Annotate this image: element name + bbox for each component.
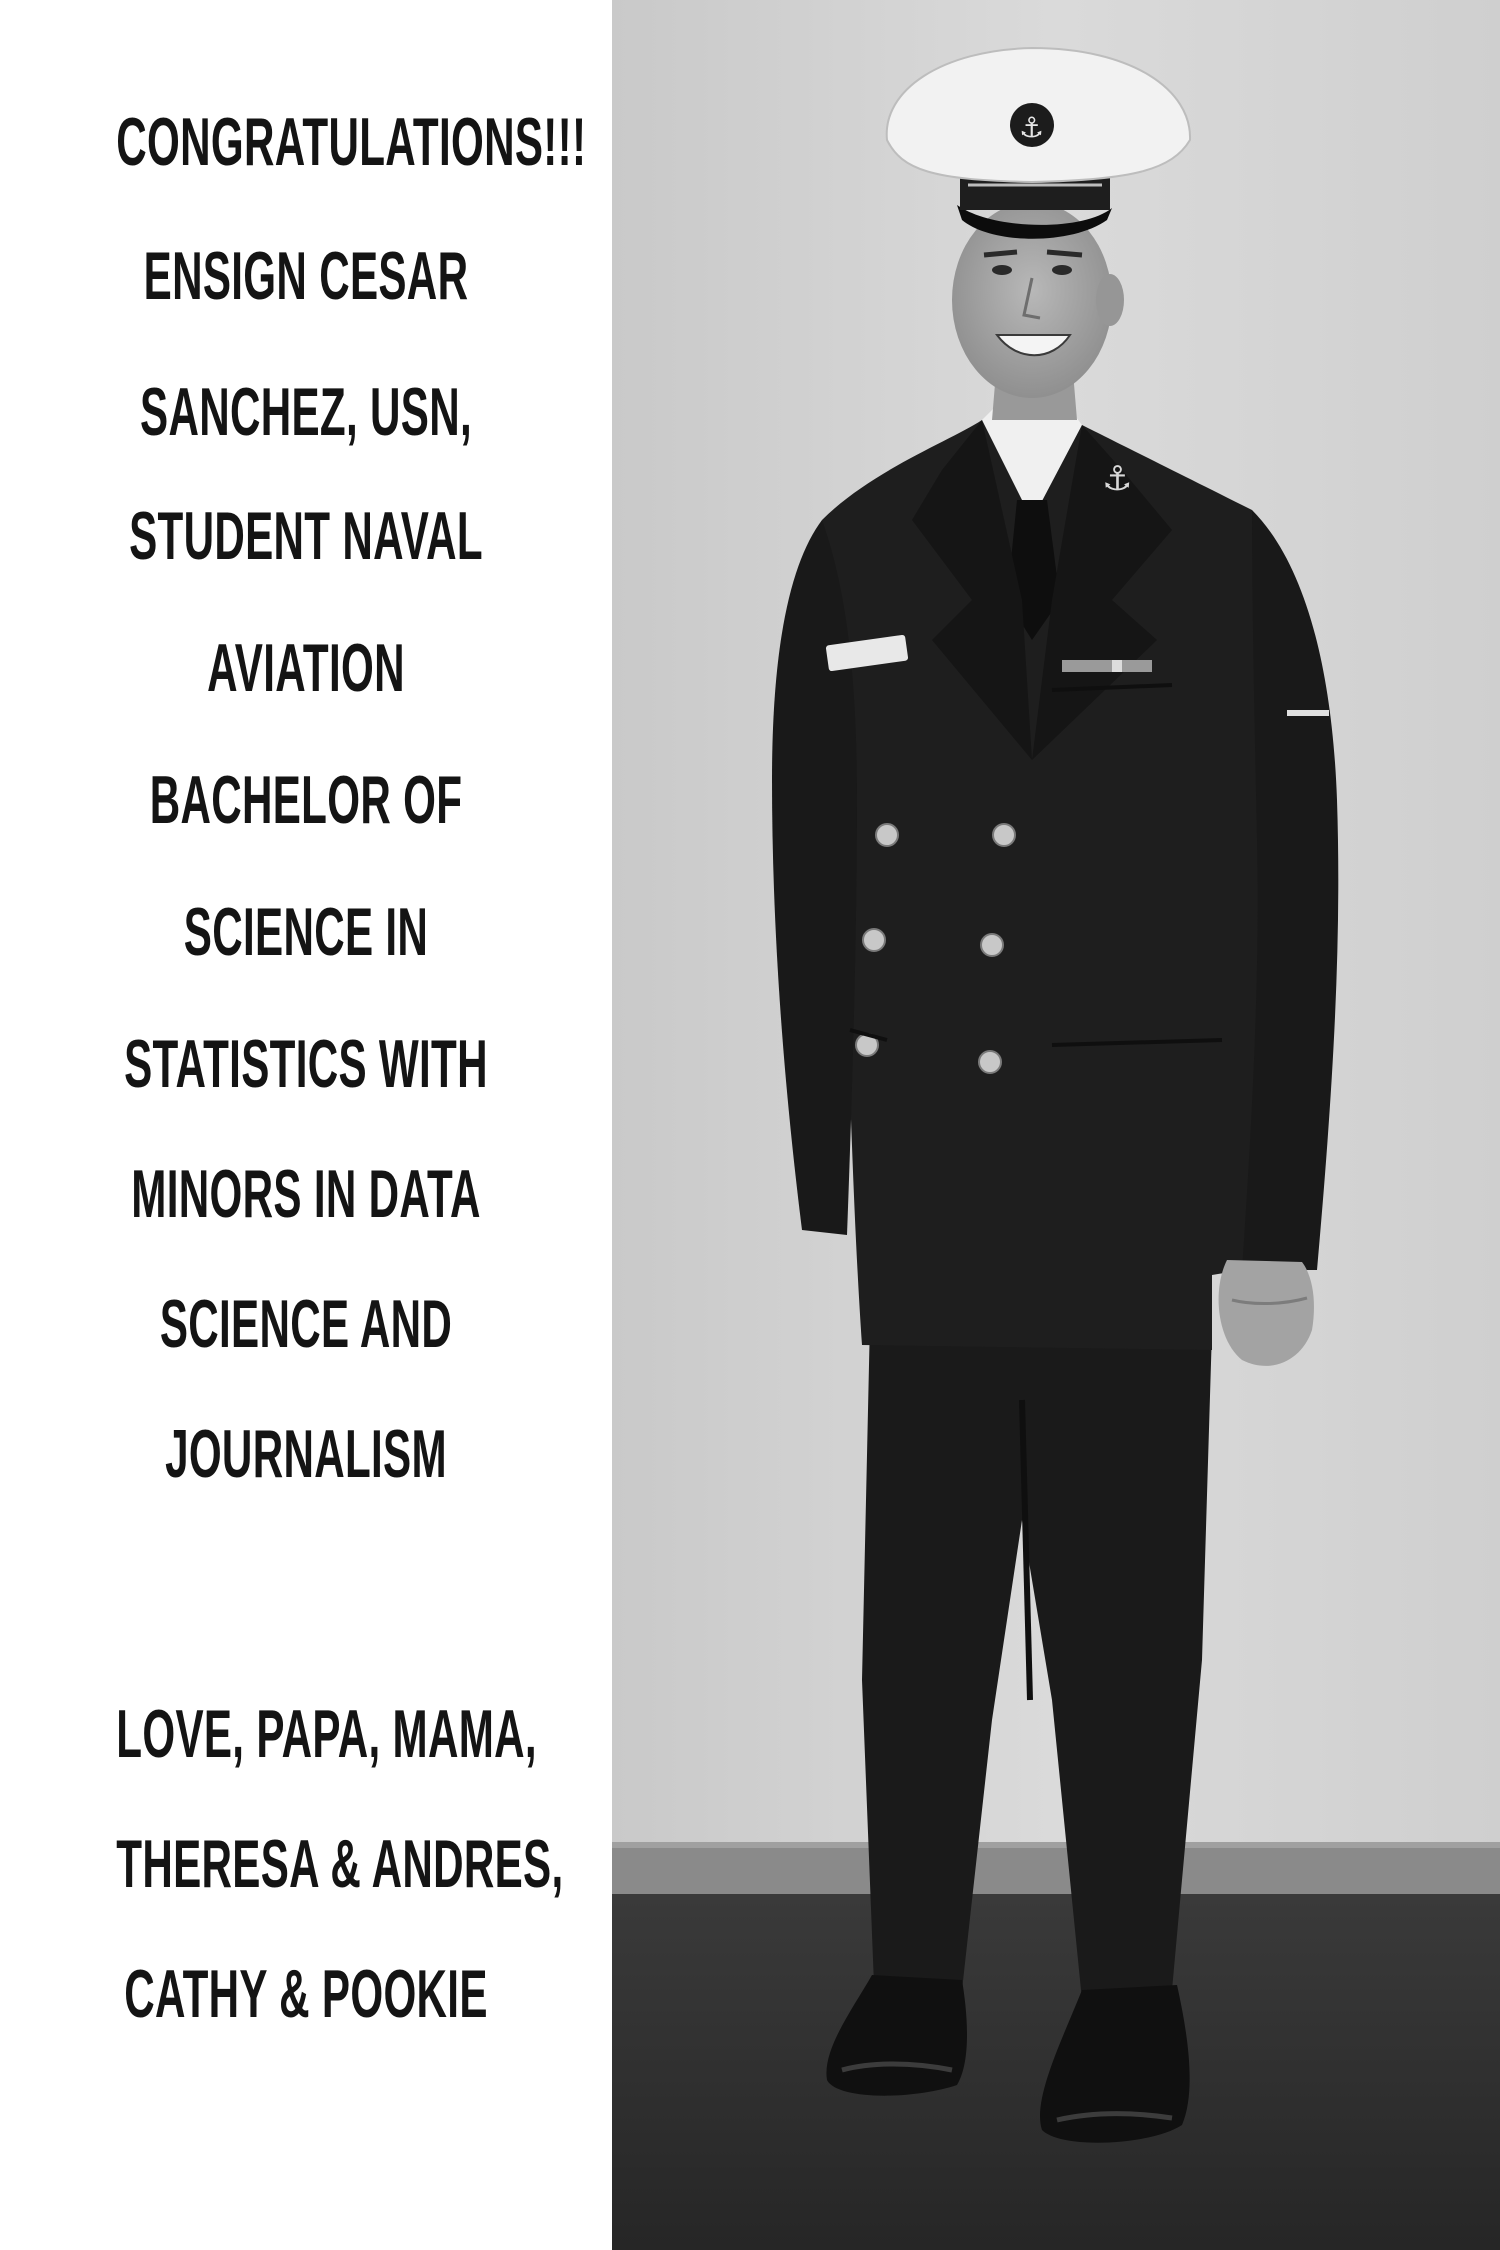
heading-line: BACHELOR OF [149,762,463,838]
heading-line: STATISTICS WITH [124,1026,488,1102]
heading-line: ENSIGN CESAR [143,238,469,314]
heading-line: SCIENCE IN [183,894,429,970]
heading-line: CONGRATULATIONS!!! [116,104,587,180]
signature-line: THERESA & ANDRES, [116,1826,564,1902]
heading-line: AVIATION [207,630,405,706]
heading-line: MINORS IN DATA [131,1156,481,1232]
officer-photo [612,0,1500,2250]
anchor-insignia: ⚓ [1102,459,1133,499]
signature-line: CATHY & POOKIE [124,1956,488,2032]
sleeve-stripe [1287,710,1329,716]
svg-text:⚓: ⚓ [1019,111,1045,144]
heading-line: JOURNALISM [165,1416,447,1492]
photo-illustration [612,0,1500,2250]
heading-line: SANCHEZ, USN, [140,374,472,450]
message-panel [0,0,612,2250]
heading-line: SCIENCE AND [159,1286,453,1362]
ribbon [1062,660,1152,672]
baseboard [612,1842,1500,1894]
heading-line: STUDENT NAVAL [129,498,483,574]
right-hand [1219,1260,1314,1366]
signature-line: LOVE, PAPA, MAMA, [116,1696,537,1772]
